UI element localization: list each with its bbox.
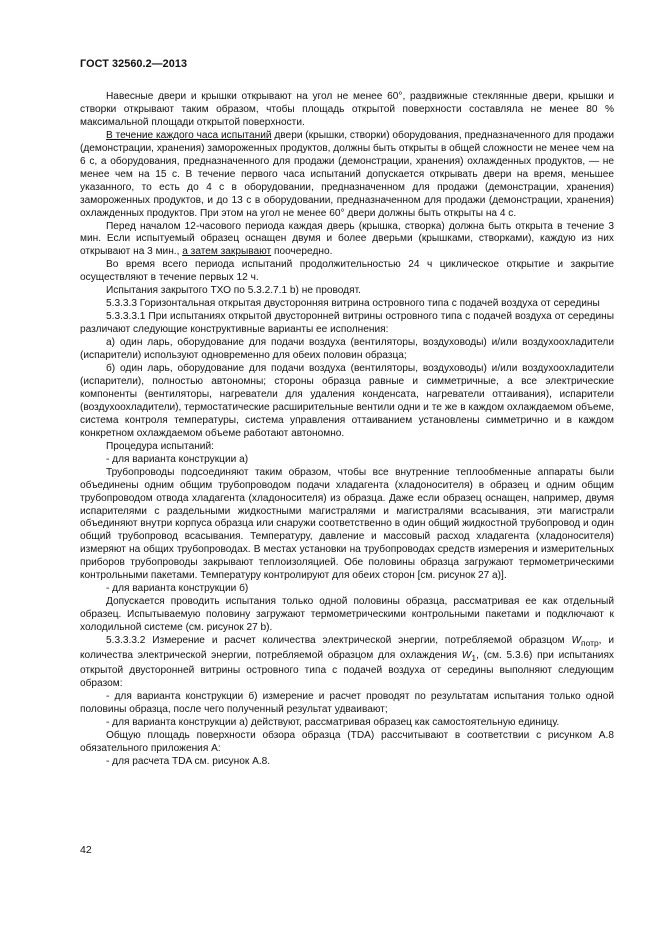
- paragraph-text: 5.3.3.3.2 Измерение и расчет количества электрической энергии, потребляемой образцом: [106, 635, 572, 647]
- paragraph: 5.3.3.3.1 При испытаниях открытой двусторонней витрины островного типа с подачей воздуха от середины различают следующие конструктивные варианты ее исполнения:: [80, 311, 614, 336]
- paragraph: Общую площадь поверхности обзора образца (TDA) рассчитывают в соответствии с рисунком А.8 обязательного приложения А:: [80, 729, 614, 754]
- page-body: [80, 91, 614, 769]
- underlined-text: а затем закрывают: [182, 246, 272, 258]
- list-item: - для варианта конструкции б) измерение и расчет проводят по результатам испытания только одной половины образца, после чего полученный результат удваивают;: [80, 690, 614, 715]
- paragraph-text: двери (крышки, створки) оборудования, предназначенного для продажи (демонстрации, хранения) замороженных продуктов, должны быть открыты в общей сложности не менее чем на 6 с, а оборудования, предназначенного для продажи (демонстрации, хранения) охлажденных продуктов, — не менее чем на 15 с. В течение первого часа испытаний допускается открывать двери на время, меньшее указанного, то есть до 4 с в оборудовании, предназначенном для продажи (демонстрации, хранения) замороженных продуктов, и до 13 с в оборудовании, предназначенном для продажи (демонстрации, хранения) охлажденных продуктов. При этом на угол не менее 60° двери должны быть открыты на 4 с.: [80, 129, 614, 219]
- paragraph: [80, 130, 614, 221]
- paragraph: Навесные двери и крышки открывают на угол не менее 60°, раздвижные стеклянные двери, крышки и створки открывают таким образом, чтобы площадь открытой поверхности составляла не менее 80 % максимальной площади открытой поверхности.: [80, 91, 614, 128]
- paragraph: Испытания закрытого ТХО по 5.3.2.7.1 b) не проводят.: [106, 285, 361, 297]
- list-item: - для варианта конструкции а) действуют, рассматривая образец как самостоятельную единицу.: [106, 716, 560, 728]
- paragraph-text: Перед началом 12-часового периода каждая дверь (крышка, створка) должна быть открыта в течение 3 мин. Если испытуемый образец оснащен двумя и более дверьми (крышками, створками), каждую из них открывают на 3 мин.,: [80, 220, 614, 258]
- paragraph: Процедура испытаний:: [106, 440, 214, 452]
- symbol-w: W: [571, 635, 581, 647]
- paragraph: Во время всего периода испытаний продолжительностью 24 ч циклическое открытие и закрытие осуществляют в течение первых 12 ч.: [80, 259, 614, 284]
- paragraph: Трубопроводы подсоединяют таким образом, чтобы все внутренние теплообменные аппараты были объединены одним общим трубопроводом подачи хладагента (хладоносителя) в образец и одним общим трубопроводом отвода хладагента (хладоносителя) из образца. Даже если образец оснащен, например, двумя испарителями с раздельными жидкостными магистралями и магистралями всасывания, эти магистрали объединяют внутри корпуса образца или снаружи соответственно в один общий жидкостной трубопровод и один общий трубопровод всасывания. Температуру, давление и массовый расход хладагента (хладоносителя) измеряют на общих трубопроводах. В местах установки на трубопроводах средств измерения и измерительных приборов трубопроводы закрывают теплоизоляцией. Обе половины образца загружают термометрическими контрольными пакетами. Температуру контролируют для обеих сторон [см. рисунок 27 а)].: [80, 466, 614, 582]
- paragraph: [80, 635, 614, 691]
- underlined-text: В течение каждого часа испытаний: [106, 129, 272, 141]
- paragraph-text: поочередно.: [271, 246, 333, 258]
- document-header: ГОСТ 32560.2—2013: [80, 58, 188, 70]
- list-item: - для расчета TDA см. рисунок А.8.: [106, 755, 271, 767]
- subscript: 1: [471, 653, 477, 664]
- list-item: а) один ларь, оборудование для подачи воздуха (вентиляторы, воздуховоды) и/или воздухоохладители (испарители) используют одновременно для обеих половин образца;: [80, 337, 614, 362]
- list-item: - для варианта конструкции а): [106, 453, 249, 465]
- page-number: 42: [80, 844, 92, 856]
- list-item: б) один ларь, оборудование для подачи воздуха (вентиляторы, воздуховоды) и/или воздухоохладители (испарители), полностью автономны; стороны образца равные и симметричные, а все электрические компоненты (вентиляторы, нагреватели для удаления конденсата, нагреватели оттаивания), испарители (воздухоохладители), термостатические расширительные вентили одни и те же в каждом охлаждаемом объеме, система контроля температуры, система управления оттаиванием установлены симметрично и в каждом конкретном охлаждаемом объеме работают автономно.: [80, 363, 614, 439]
- subscript: потр: [581, 638, 599, 649]
- paragraph-text: , и количества электрической энергии, потребляемой образцом для охлаждения: [80, 635, 614, 662]
- section-heading: 5.3.3.3 Горизонтальная открытая двусторонняя витрина островного типа с подачей воздуха от середины: [106, 298, 600, 310]
- paragraph-text: , (см. 5.3.6) при испытаниях открытой двусторонней витрины островного типа с подачей воздуха от середины выполняют следующим образом:: [80, 650, 614, 689]
- symbol-w: W: [461, 650, 472, 662]
- list-item: - для варианта конструкции б): [106, 583, 249, 595]
- paragraph: [80, 221, 614, 260]
- paragraph: Допускается проводить испытания только одной половины образца, рассматривая ее как отдельный образец. Испытываемую половину загружают термометрическими контрольными пакетами и подключают к холодильной системе (см. рисунок 27 b).: [80, 596, 614, 634]
